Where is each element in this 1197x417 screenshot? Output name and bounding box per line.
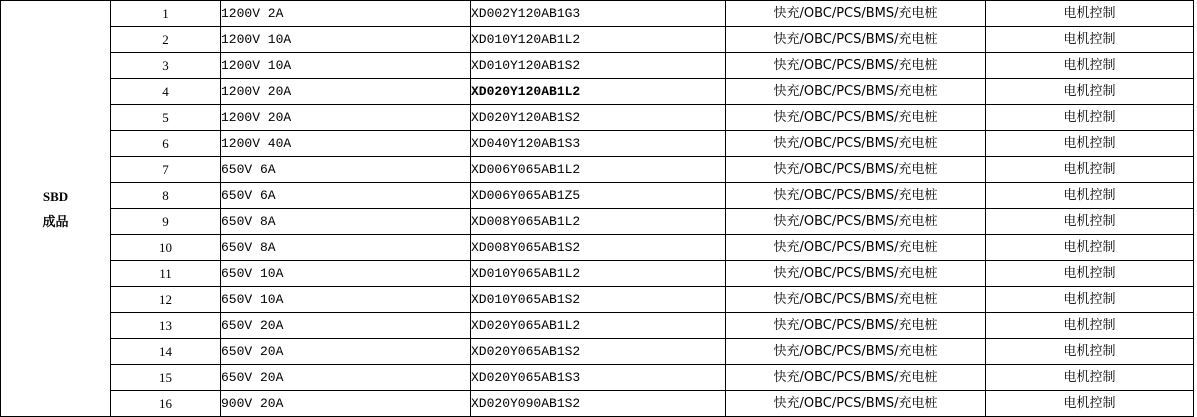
part-number-cell: XD006Y065AB1Z5 — [471, 183, 726, 209]
row-index-cell: 14 — [111, 339, 221, 365]
usage-cell: 电机控制 — [986, 157, 1194, 183]
row-index-cell: 4 — [111, 79, 221, 105]
table-row — [1, 183, 1194, 209]
row-index-cell: 11 — [111, 261, 221, 287]
spec-cell: 1200V 2A — [221, 1, 471, 27]
application-cell: 快充/OBC/PCS/BMS/充电桩 — [726, 313, 986, 339]
spec-cell: 1200V 40A — [221, 131, 471, 157]
usage-cell: 电机控制 — [986, 313, 1194, 339]
table-row — [1, 209, 1194, 235]
row-index-cell: 1 — [111, 1, 221, 27]
table-row — [1, 261, 1194, 287]
row-index-cell: 12 — [111, 287, 221, 313]
table-row — [1, 235, 1194, 261]
usage-cell: 电机控制 — [986, 339, 1194, 365]
spec-cell: 900V 20A — [221, 391, 471, 417]
application-cell: 快充/OBC/PCS/BMS/充电桩 — [726, 391, 986, 417]
application-cell: 快充/OBC/PCS/BMS/充电桩 — [726, 287, 986, 313]
application-cell: 快充/OBC/PCS/BMS/充电桩 — [726, 27, 986, 53]
part-number-cell: XD008Y065AB1S2 — [471, 235, 726, 261]
part-number-cell: XD020Y120AB1S2 — [471, 105, 726, 131]
usage-cell: 电机控制 — [986, 391, 1194, 417]
application-cell: 快充/OBC/PCS/BMS/充电桩 — [726, 131, 986, 157]
spec-cell: 650V 20A — [221, 339, 471, 365]
application-cell: 快充/OBC/PCS/BMS/充电桩 — [726, 1, 986, 27]
usage-cell: 电机控制 — [986, 183, 1194, 209]
spec-cell: 650V 10A — [221, 287, 471, 313]
usage-cell: 电机控制 — [986, 27, 1194, 53]
table-row — [1, 27, 1194, 53]
table-row — [1, 339, 1194, 365]
row-index-cell: 2 — [111, 27, 221, 53]
usage-cell: 电机控制 — [986, 235, 1194, 261]
usage-cell: 电机控制 — [986, 209, 1194, 235]
row-index-cell: 6 — [111, 131, 221, 157]
spec-cell: 650V 8A — [221, 209, 471, 235]
part-number-cell: XD020Y065AB1S3 — [471, 365, 726, 391]
application-cell: 快充/OBC/PCS/BMS/充电桩 — [726, 365, 986, 391]
usage-cell: 电机控制 — [986, 105, 1194, 131]
table-row — [1, 391, 1194, 417]
table-row — [1, 157, 1194, 183]
part-number-cell: XD020Y065AB1L2 — [471, 313, 726, 339]
table-row — [1, 105, 1194, 131]
spec-cell: 1200V 10A — [221, 27, 471, 53]
table-row — [1, 287, 1194, 313]
table-row — [1, 365, 1194, 391]
category-cell — [1, 1, 111, 417]
usage-cell: 电机控制 — [986, 261, 1194, 287]
usage-cell: 电机控制 — [986, 53, 1194, 79]
row-index-cell: 8 — [111, 183, 221, 209]
application-cell: 快充/OBC/PCS/BMS/充电桩 — [726, 235, 986, 261]
row-index-cell: 13 — [111, 313, 221, 339]
spec-cell: 650V 6A — [221, 157, 471, 183]
spec-cell: 650V 20A — [221, 313, 471, 339]
spec-cell: 1200V 20A — [221, 105, 471, 131]
spec-cell: 650V 20A — [221, 365, 471, 391]
row-index-cell: 7 — [111, 157, 221, 183]
row-index-cell: 15 — [111, 365, 221, 391]
spec-cell: 1200V 10A — [221, 53, 471, 79]
application-cell: 快充/OBC/PCS/BMS/充电桩 — [726, 339, 986, 365]
part-number-cell: XD002Y120AB1G3 — [471, 1, 726, 27]
spec-cell: 650V 10A — [221, 261, 471, 287]
row-index-cell: 10 — [111, 235, 221, 261]
table-row — [1, 313, 1194, 339]
row-index-cell: 9 — [111, 209, 221, 235]
part-number-cell: XD010Y120AB1S2 — [471, 53, 726, 79]
application-cell: 快充/OBC/PCS/BMS/充电桩 — [726, 261, 986, 287]
application-cell: 快充/OBC/PCS/BMS/充电桩 — [726, 79, 986, 105]
part-number-cell: XD020Y065AB1S2 — [471, 339, 726, 365]
part-number-cell: XD020Y120AB1L2 — [471, 79, 726, 105]
category-label-line2: 成品 — [42, 213, 69, 229]
application-cell: 快充/OBC/PCS/BMS/充电桩 — [726, 105, 986, 131]
application-cell: 快充/OBC/PCS/BMS/充电桩 — [726, 183, 986, 209]
part-number-cell: XD010Y065AB1L2 — [471, 261, 726, 287]
usage-cell: 电机控制 — [986, 287, 1194, 313]
part-number-cell: XD006Y065AB1L2 — [471, 157, 726, 183]
usage-cell: 电机控制 — [986, 365, 1194, 391]
row-index-cell: 3 — [111, 53, 221, 79]
row-index-cell: 5 — [111, 105, 221, 131]
usage-cell: 电机控制 — [986, 1, 1194, 27]
application-cell: 快充/OBC/PCS/BMS/充电桩 — [726, 53, 986, 79]
table-row — [1, 131, 1194, 157]
application-cell: 快充/OBC/PCS/BMS/充电桩 — [726, 157, 986, 183]
part-number-cell: XD020Y090AB1S2 — [471, 391, 726, 417]
part-number-cell: XD010Y065AB1S2 — [471, 287, 726, 313]
row-index-cell: 16 — [111, 391, 221, 417]
spec-cell: 650V 8A — [221, 235, 471, 261]
category-label-line1: SBD — [42, 188, 69, 204]
table-body — [1, 1, 1194, 417]
part-number-cell: XD010Y120AB1L2 — [471, 27, 726, 53]
table-row — [1, 1, 1194, 27]
part-number-cell: XD008Y065AB1L2 — [471, 209, 726, 235]
usage-cell: 电机控制 — [986, 131, 1194, 157]
table-row — [1, 79, 1194, 105]
table-row — [1, 53, 1194, 79]
application-cell: 快充/OBC/PCS/BMS/充电桩 — [726, 209, 986, 235]
part-number-cell: XD040Y120AB1S3 — [471, 131, 726, 157]
usage-cell: 电机控制 — [986, 79, 1194, 105]
spec-cell: 1200V 20A — [221, 79, 471, 105]
spec-cell: 650V 6A — [221, 183, 471, 209]
